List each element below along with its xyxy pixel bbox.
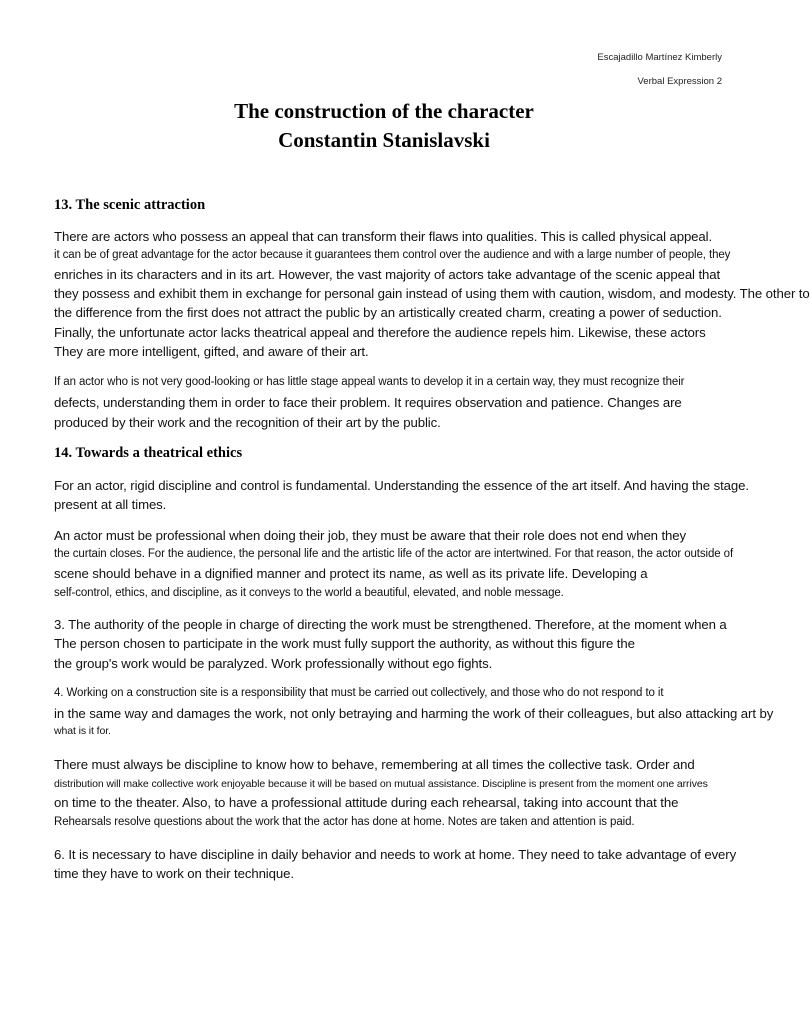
paragraph-line: defects, understanding them in order to face their problem. It requires observation and patience. Changes are <box>54 395 682 410</box>
paragraph-line: what is it for. <box>54 725 111 737</box>
document-title <box>0 97 768 155</box>
paragraph-line: they possess and exhibit them in exchange for personal gain instead of using them with caution, wisdom, and modesty. The other to <box>54 286 810 301</box>
paragraph-line: There must always be discipline to know how to behave, remembering at all times the collective task. Order and <box>54 757 695 772</box>
paragraph-line: the curtain closes. For the audience, the personal life and the artistic life of the actor are intertwined. For that reason, the actor outside of <box>54 548 734 560</box>
paragraph-line: present at all times. <box>54 497 167 512</box>
paragraph-line: self-control, ethics, and discipline, as it conveys to the world a beautiful, elevated, and noble message. <box>54 587 564 599</box>
section-heading-13: 13. The scenic attraction <box>54 197 206 213</box>
paragraph-line: There are actors who possess an appeal that can transform their flaws into qualities. This is called physical appeal. <box>54 229 713 244</box>
paragraph-line: Finally, the unfortunate actor lacks theatrical appeal and therefore the audience repels him. Likewise, these actors <box>54 325 706 340</box>
paragraph-line: produced by their work and the recognition of their art by the public. <box>54 415 441 430</box>
paragraph-line: 6. It is necessary to have discipline in daily behavior and needs to work at home. They need to take advantage of every <box>54 847 737 862</box>
section-heading-14: 14. Towards a theatrical ethics <box>54 445 243 461</box>
paragraph-line: The person chosen to participate in the work must fully support the authority, as without this figure the <box>54 636 635 651</box>
title-line-1: The construction of the character <box>234 99 534 123</box>
paragraph-line: scene should behave in a dignified manner and protect its name, as well as its private life. Developing a <box>54 566 648 581</box>
paragraph-line: on time to the theater. Also, to have a professional attitude during each rehearsal, taking into account that the <box>54 795 679 810</box>
paragraph-line: enriches in its characters and in its art. However, the vast majority of actors take advantage of the scenic appeal that <box>54 267 721 282</box>
paragraph-line: the group's work would be paralyzed. Work professionally without ego fights. <box>54 656 493 671</box>
paragraph-line: time they have to work on their technique. <box>54 866 294 881</box>
paragraph-line: it can be of great advantage for the actor because it guarantees them control over the audience and with a large number of people, they <box>54 249 731 261</box>
paragraph-line: Rehearsals resolve questions about the work that the actor has done at home. Notes are taken and attention is paid. <box>54 816 635 828</box>
paragraph-line: For an actor, rigid discipline and control is fundamental. Understanding the essence of the art itself. And having the stage. <box>54 478 749 493</box>
paragraph-line: They are more intelligent, gifted, and aware of their art. <box>54 344 369 359</box>
paragraph-line: If an actor who is not very good-looking or has little stage appeal wants to develop it in a certain way, they must recognize their <box>54 376 685 388</box>
course-name: Verbal Expression 2 <box>637 76 722 87</box>
paragraph-line: 4. Working on a construction site is a responsibility that must be carried out collectively, and those who do not respond to it <box>54 687 664 699</box>
paragraph-line: distribution will make collective work enjoyable because it will be based on mutual assistance. Discipline is present from the moment one arrives <box>54 778 708 790</box>
paragraph-line: 3. The authority of the people in charge of directing the work must be strengthened. Therefore, at the moment when a <box>54 617 727 632</box>
paragraph-line: in the same way and damages the work, not only betraying and harming the work of their colleagues, but also attacking art by <box>54 706 774 721</box>
author-name: Escajadillo Martínez Kimberly <box>597 52 722 63</box>
paragraph-line: An actor must be professional when doing their job, they must be aware that their role does not end when they <box>54 528 687 543</box>
paragraph-line: the difference from the first does not attract the public by an artistically created charm, creating a power of seduction. <box>54 305 722 320</box>
title-line-2: Constantin Stanislavski <box>278 128 490 152</box>
